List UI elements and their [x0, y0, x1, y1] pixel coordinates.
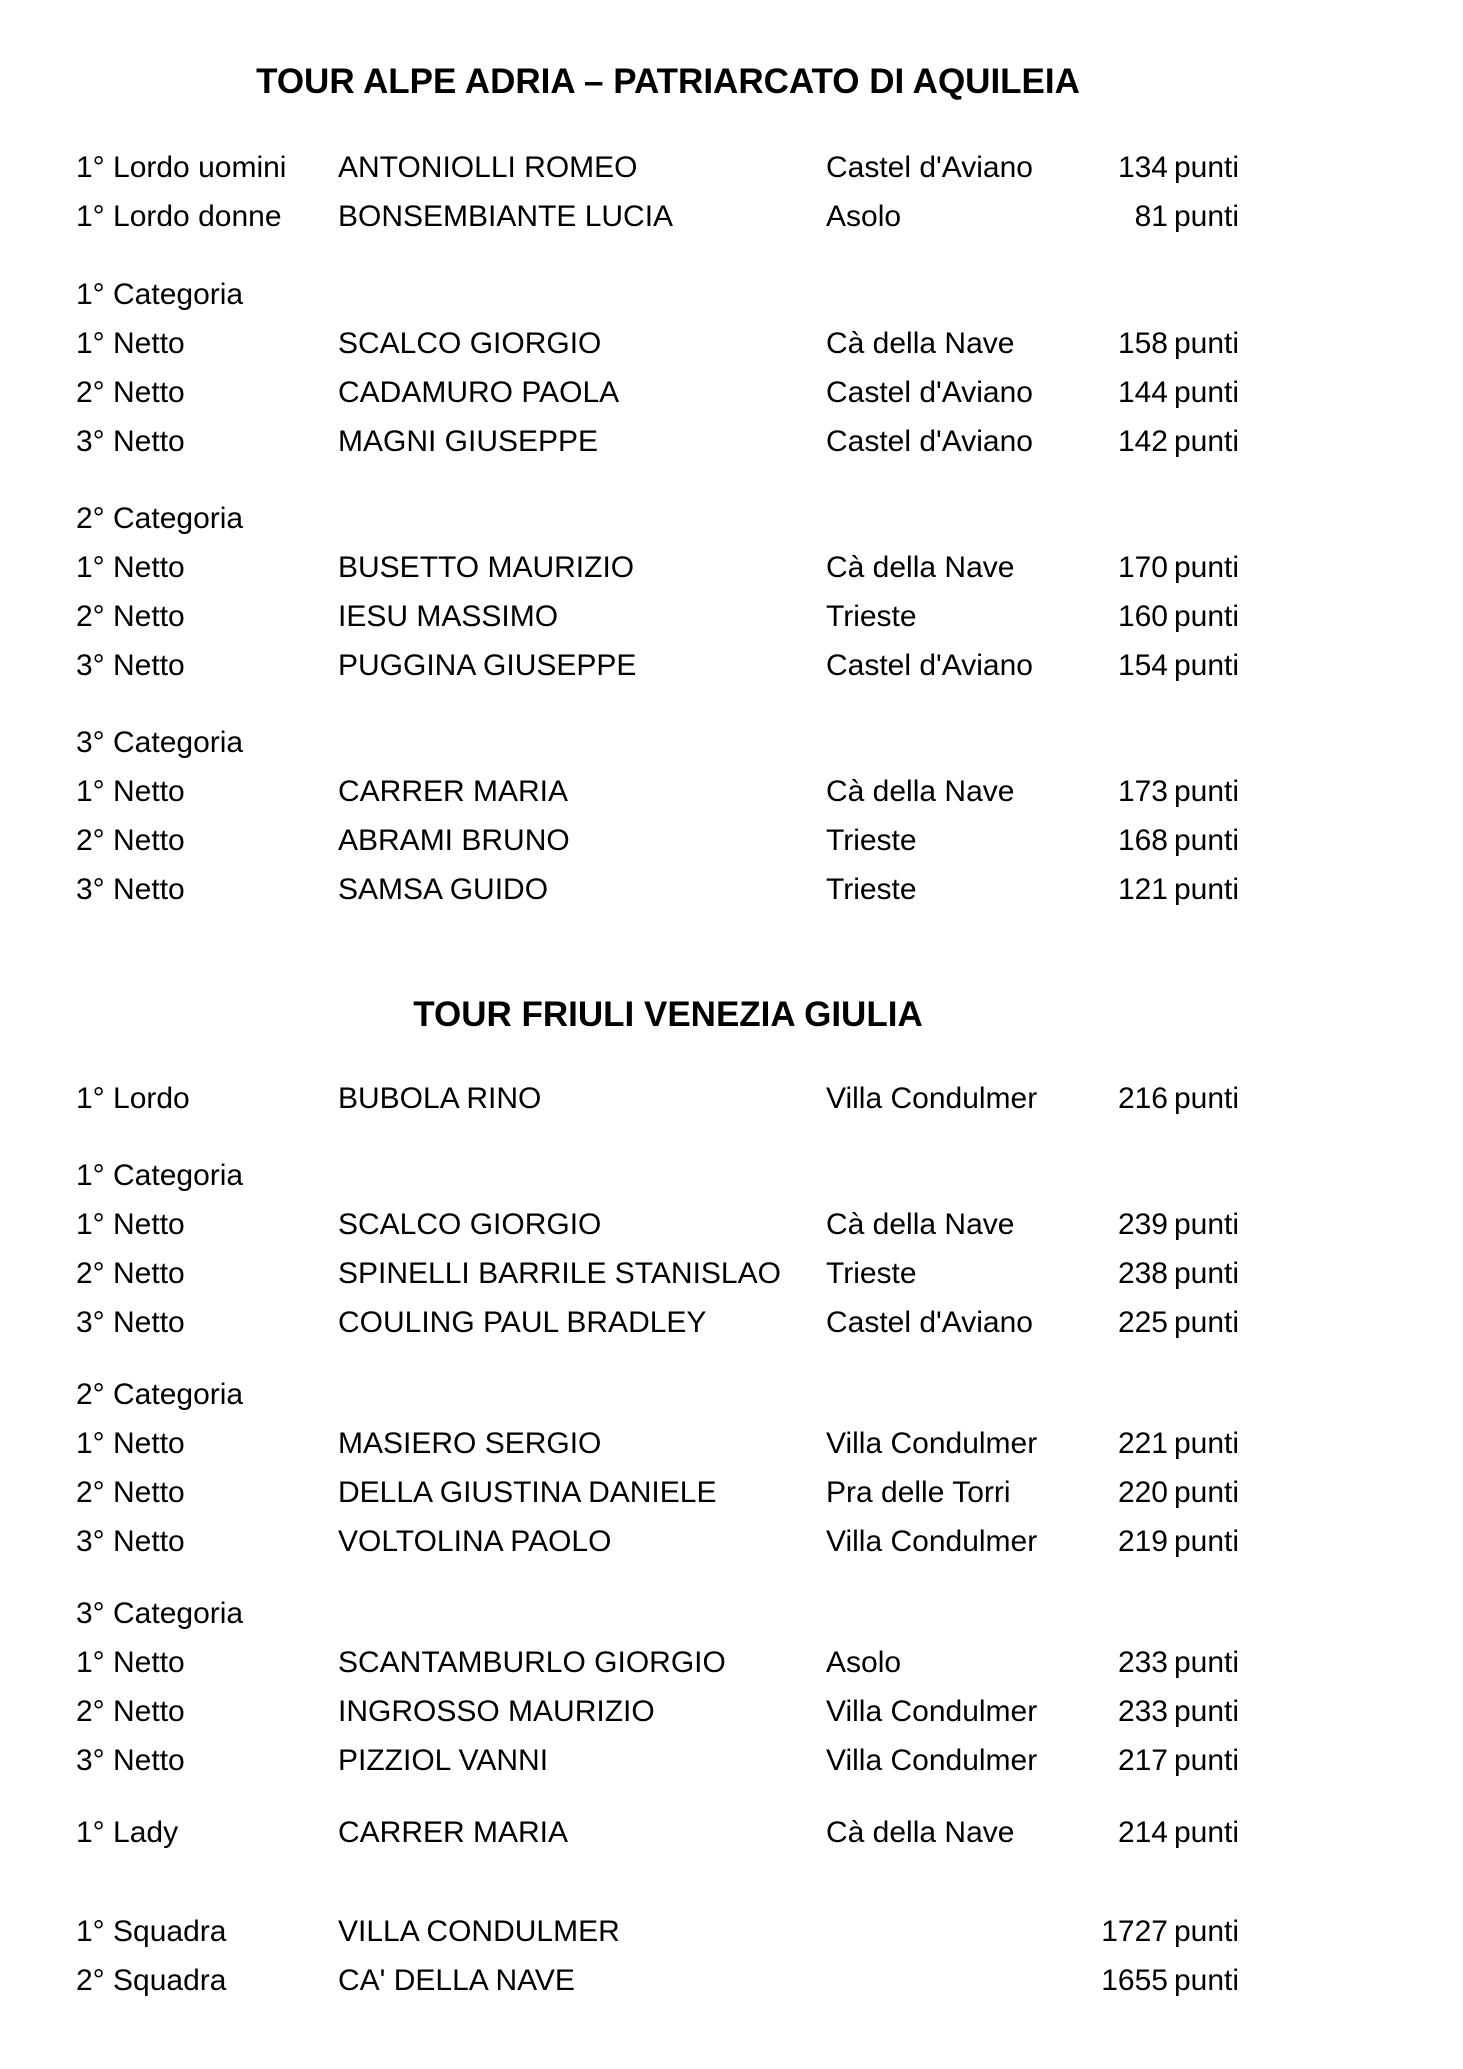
club-name: Castel d'Aviano	[826, 376, 1033, 409]
result-row-lady	[0, 1813, 1463, 1853]
score-value: 233	[1117, 1695, 1168, 1728]
category-label: 3° Categoria	[76, 726, 244, 759]
result-row	[0, 1643, 1463, 1683]
score-value: 134	[1117, 151, 1168, 184]
club-name: Asolo	[826, 1646, 902, 1679]
rank-label: 1° Netto	[76, 1646, 185, 1679]
category-heading	[0, 1594, 1463, 1634]
rank-label: 1° Lordo uomini	[76, 151, 287, 184]
result-row	[0, 1522, 1463, 1562]
player-name: SCALCO GIORGIO	[338, 327, 602, 360]
score-unit: punti	[1174, 1306, 1240, 1339]
club-name: Asolo	[826, 200, 902, 233]
rank-label: 1° Netto	[76, 327, 185, 360]
player-name: MASIERO SERGIO	[338, 1427, 602, 1460]
score-unit: punti	[1174, 873, 1240, 906]
score-value: 1655	[1101, 1964, 1168, 1997]
club-name: Cà della Nave	[826, 551, 1015, 584]
club-name: Castel d'Aviano	[826, 1306, 1033, 1339]
result-row	[0, 1254, 1463, 1294]
category-label: 2° Categoria	[76, 502, 244, 535]
player-name: ABRAMI BRUNO	[338, 824, 570, 857]
rank-label: 1° Lady	[76, 1816, 179, 1849]
player-name: PUGGINA GIUSEPPE	[338, 649, 637, 682]
score-value: 121	[1117, 873, 1168, 906]
club-name: Cà della Nave	[826, 327, 1015, 360]
result-row	[0, 1303, 1463, 1343]
score-unit: punti	[1174, 327, 1240, 360]
score-value: 214	[1117, 1816, 1168, 1849]
player-name: BONSEMBIANTE LUCIA	[338, 200, 674, 233]
result-row	[0, 197, 1463, 237]
team-row	[0, 1912, 1463, 1952]
score-unit: punti	[1174, 1082, 1240, 1115]
score-value: 219	[1117, 1525, 1168, 1558]
player-name: VOLTOLINA PAOLO	[338, 1525, 612, 1558]
score-value: 160	[1117, 600, 1168, 633]
rank-label: 3° Netto	[76, 1306, 185, 1339]
result-row	[0, 597, 1463, 637]
category-heading	[0, 275, 1463, 315]
score-unit: punti	[1174, 1646, 1240, 1679]
rank-label: 1° Netto	[76, 775, 185, 808]
score-value: 238	[1117, 1257, 1168, 1290]
rank-label: 1° Netto	[76, 551, 185, 584]
club-name: Villa Condulmer	[826, 1525, 1038, 1558]
rank-label: 2° Squadra	[76, 1964, 227, 1997]
score-value: 216	[1117, 1082, 1168, 1115]
score-value: 173	[1117, 775, 1168, 808]
player-name: MAGNI GIUSEPPE	[338, 425, 599, 458]
score-unit: punti	[1174, 1427, 1240, 1460]
player-name: SPINELLI BARRILE STANISLAO	[338, 1257, 781, 1290]
club-name: Pra delle Torri	[826, 1476, 1011, 1509]
player-name: ANTONIOLLI ROMEO	[338, 151, 638, 184]
rank-label: 2° Netto	[76, 1695, 185, 1728]
score-unit: punti	[1174, 824, 1240, 857]
club-name: Cà della Nave	[826, 1816, 1015, 1849]
category-label: 1° Categoria	[76, 1159, 244, 1192]
score-value: 170	[1117, 551, 1168, 584]
result-row	[0, 422, 1463, 462]
result-row	[0, 1424, 1463, 1464]
club-name: Cà della Nave	[826, 775, 1015, 808]
player-name: INGROSSO MAURIZIO	[338, 1695, 655, 1728]
club-name: Cà della Nave	[826, 1208, 1015, 1241]
rank-label: 2° Netto	[76, 376, 185, 409]
player-name: COULING PAUL BRADLEY	[338, 1306, 707, 1339]
score-unit: punti	[1174, 1525, 1240, 1558]
score-unit: punti	[1174, 1208, 1240, 1241]
club-name: Trieste	[826, 600, 917, 633]
score-unit: punti	[1174, 200, 1240, 233]
rank-label: 3° Netto	[76, 1525, 185, 1558]
category-heading	[0, 1375, 1463, 1415]
section-title-alpe-adria: TOUR ALPE ADRIA – PATRIARCATO DI AQUILEIA	[256, 62, 1080, 101]
club-name: Trieste	[826, 873, 917, 906]
club-name: Villa Condulmer	[826, 1082, 1038, 1115]
category-heading	[0, 499, 1463, 539]
score-unit: punti	[1174, 376, 1240, 409]
result-row	[0, 1741, 1463, 1781]
player-name: BUSETTO MAURIZIO	[338, 551, 635, 584]
score-unit: punti	[1174, 600, 1240, 633]
score-unit: punti	[1174, 1257, 1240, 1290]
club-name: Villa Condulmer	[826, 1427, 1038, 1460]
result-row	[0, 870, 1463, 910]
club-name: Trieste	[826, 824, 917, 857]
score-unit: punti	[1174, 1695, 1240, 1728]
category-label: 1° Categoria	[76, 278, 244, 311]
rank-label: 3° Netto	[76, 425, 185, 458]
rank-label: 1° Netto	[76, 1208, 185, 1241]
player-name: IESU MASSIMO	[338, 600, 559, 633]
section-title-friuli-venezia-giulia: TOUR FRIULI VENEZIA GIULIA	[413, 995, 923, 1034]
team-name: VILLA CONDULMER	[338, 1915, 620, 1948]
player-name: PIZZIOL VANNI	[338, 1744, 549, 1777]
player-name: CARRER MARIA	[338, 1816, 569, 1849]
category-heading	[0, 1156, 1463, 1196]
player-name: CARRER MARIA	[338, 775, 569, 808]
rank-label: 2° Netto	[76, 824, 185, 857]
score-value: 158	[1117, 327, 1168, 360]
score-unit: punti	[1174, 551, 1240, 584]
rank-label: 2° Netto	[76, 1257, 185, 1290]
team-name: CA' DELLA NAVE	[338, 1964, 575, 1997]
score-value: 81	[1134, 200, 1168, 233]
score-value: 233	[1117, 1646, 1168, 1679]
result-row	[0, 1692, 1463, 1732]
rank-label: 1° Lordo donne	[76, 200, 282, 233]
score-unit: punti	[1174, 649, 1240, 682]
score-unit: punti	[1174, 1964, 1240, 1997]
category-label: 2° Categoria	[76, 1378, 244, 1411]
rank-label: 2° Netto	[76, 1476, 185, 1509]
rank-label: 3° Netto	[76, 1744, 185, 1777]
score-value: 142	[1117, 425, 1168, 458]
score-value: 220	[1117, 1476, 1168, 1509]
club-name: Castel d'Aviano	[826, 425, 1033, 458]
player-name: DELLA GIUSTINA DANIELE	[338, 1476, 717, 1509]
result-row	[0, 1473, 1463, 1513]
player-name: SCANTAMBURLO GIORGIO	[338, 1646, 726, 1679]
category-label: 3° Categoria	[76, 1597, 244, 1630]
score-unit: punti	[1174, 1476, 1240, 1509]
club-name: Villa Condulmer	[826, 1695, 1038, 1728]
result-row	[0, 1205, 1463, 1245]
result-row	[0, 324, 1463, 364]
result-row	[0, 646, 1463, 686]
club-name: Villa Condulmer	[826, 1744, 1038, 1777]
club-name: Trieste	[826, 1257, 917, 1290]
player-name: BUBOLA RINO	[338, 1082, 542, 1115]
player-name: CADAMURO PAOLA	[338, 376, 620, 409]
score-value: 144	[1117, 376, 1168, 409]
rank-label: 3° Netto	[76, 649, 185, 682]
player-name: SAMSA GUIDO	[338, 873, 549, 906]
result-row	[0, 1079, 1463, 1119]
club-name: Castel d'Aviano	[826, 649, 1033, 682]
result-row	[0, 548, 1463, 588]
score-value: 168	[1117, 824, 1168, 857]
rank-label: 2° Netto	[76, 600, 185, 633]
score-unit: punti	[1174, 1915, 1240, 1948]
club-name: Castel d'Aviano	[826, 151, 1033, 184]
score-value: 217	[1117, 1744, 1168, 1777]
result-row	[0, 772, 1463, 812]
result-row	[0, 148, 1463, 188]
score-unit: punti	[1174, 1816, 1240, 1849]
score-value: 239	[1117, 1208, 1168, 1241]
score-unit: punti	[1174, 425, 1240, 458]
result-row	[0, 821, 1463, 861]
rank-label: 1° Lordo	[76, 1082, 190, 1115]
score-value: 1727	[1101, 1915, 1168, 1948]
player-name: SCALCO GIORGIO	[338, 1208, 602, 1241]
score-value: 221	[1117, 1427, 1168, 1460]
team-row	[0, 1961, 1463, 2001]
rank-label: 1° Netto	[76, 1427, 185, 1460]
score-unit: punti	[1174, 775, 1240, 808]
score-unit: punti	[1174, 151, 1240, 184]
score-value: 154	[1117, 649, 1168, 682]
score-value: 225	[1117, 1306, 1168, 1339]
rank-label: 3° Netto	[76, 873, 185, 906]
rank-label: 1° Squadra	[76, 1915, 227, 1948]
category-heading	[0, 723, 1463, 763]
score-unit: punti	[1174, 1744, 1240, 1777]
result-row	[0, 373, 1463, 413]
